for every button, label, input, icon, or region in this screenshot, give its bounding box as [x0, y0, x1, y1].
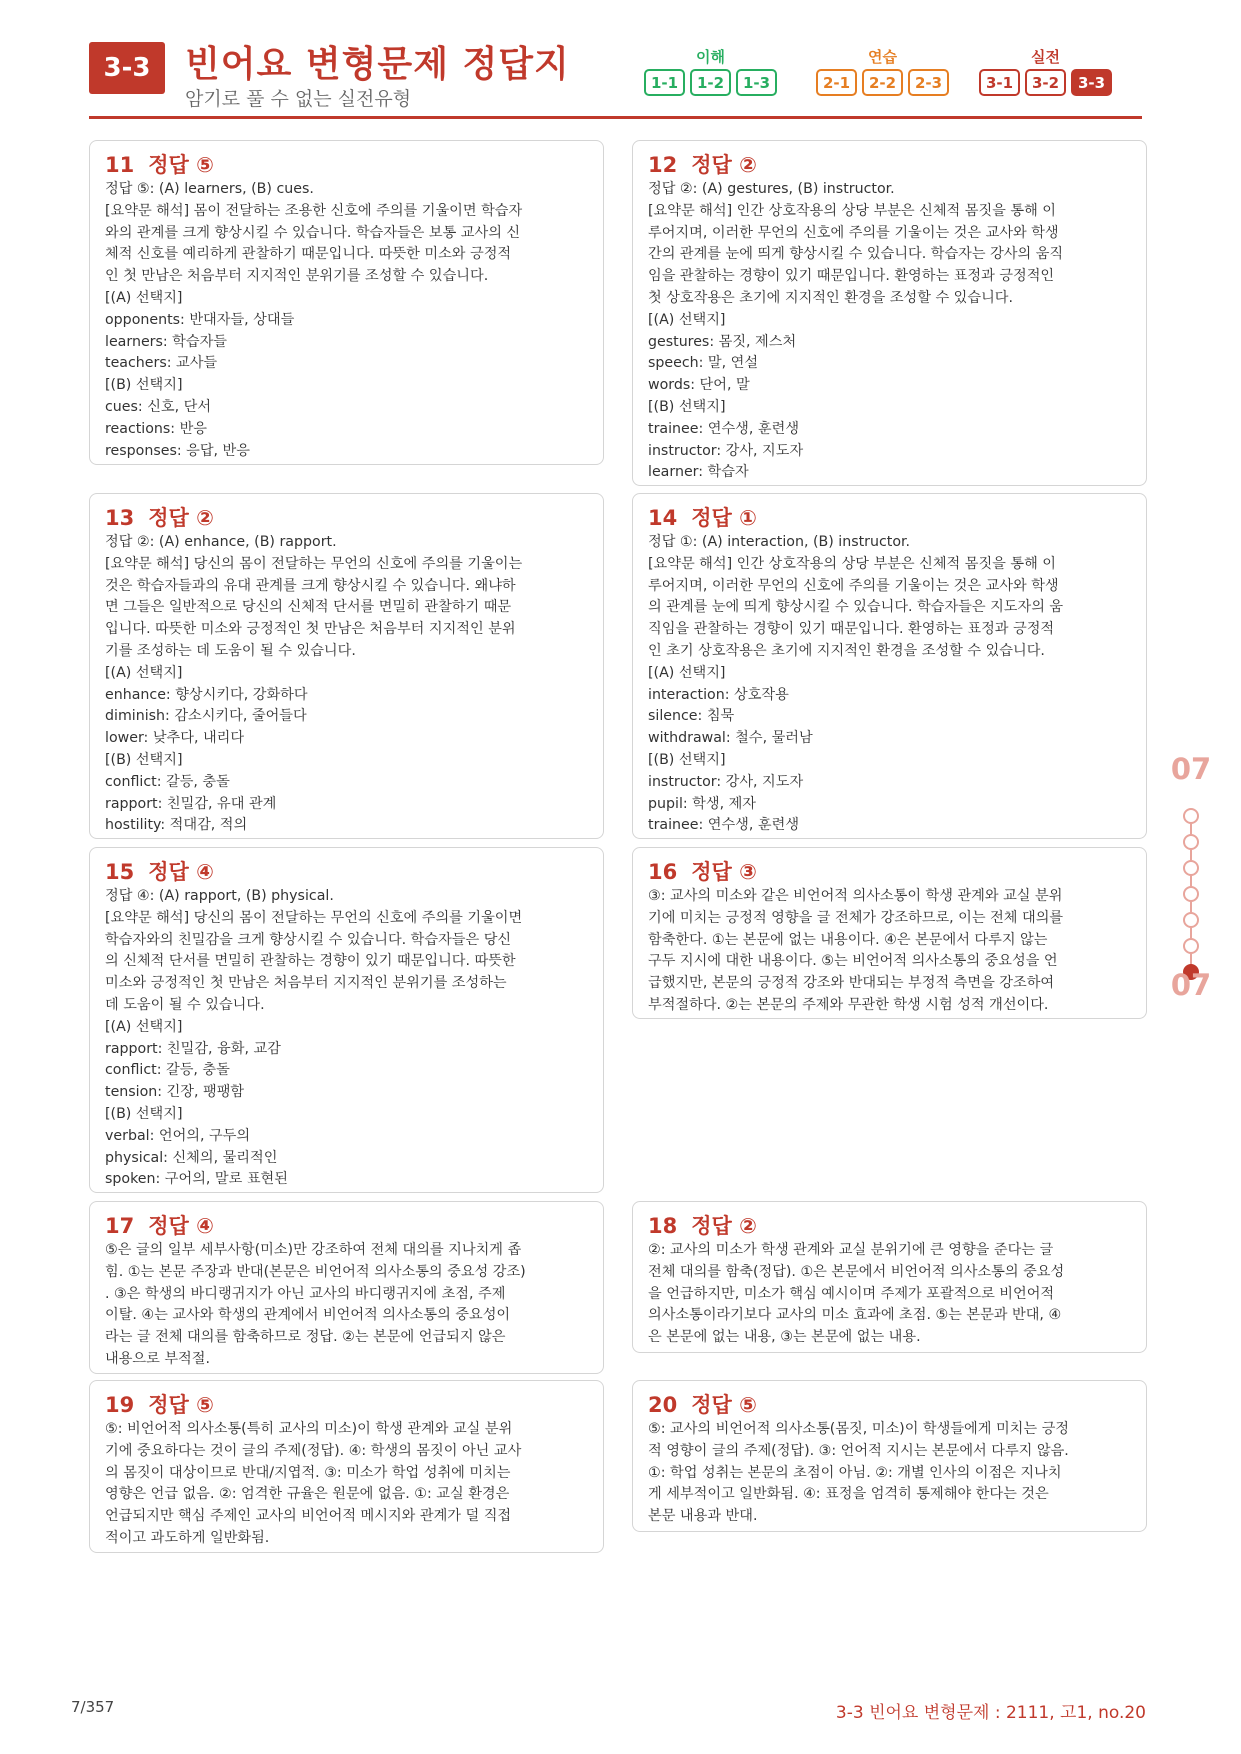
card-body — [105, 532, 588, 837]
card-text-line: ⑤: 비언어적 의사소통(특히 교사의 미소)이 학생 관계와 교실 분위 — [105, 1421, 513, 1437]
question-number: 18 — [648, 1214, 678, 1238]
card-text-line: physical: 신체의, 물리적인 — [105, 1149, 278, 1166]
card-text-line: trainee: 연수생, 훈련생 — [648, 420, 800, 437]
card-text-line: ⑤: 교사의 비언어적 의사소통(몸짓, 미소)이 학생들에게 미치는 긍정 — [648, 1421, 1069, 1437]
level-chip-3-2[interactable]: 3-2 — [1025, 69, 1066, 96]
chapter-dot — [1183, 886, 1199, 902]
card-text-line: ②: 교사의 미소가 학생 관계와 교실 분위기에 큰 영향을 준다는 글 — [648, 1242, 1054, 1258]
level-group-real — [979, 46, 1112, 96]
card-text-line: 와의 관계를 크게 향상시킬 수 있습니다. 학습자들은 보통 교사의 신 — [105, 224, 521, 241]
card-text-line: 영향은 언급 없음. ②: 엄격한 규율은 원문에 없음. ①: 교실 환경은 — [105, 1486, 510, 1503]
card-text-line: 의사소통이라기보다 교사의 미소 효과에 초점. ⑤는 본문과 반대, ④ — [648, 1307, 1062, 1324]
card-text-line: ①: 학업 성취는 본문의 초점이 아님. ②: 개별 인사의 이점은 지나치 — [648, 1464, 1062, 1481]
card-text-line: learner: 학습자 — [648, 464, 749, 481]
card-text-line: verbal: 언어의, 구두의 — [105, 1127, 251, 1144]
card-body — [648, 532, 1131, 837]
card-text-line: [요약문 해석] 당신의 몸이 전달하는 무언의 신호에 주의를 기울이면 — [105, 909, 523, 926]
level-group-practice — [816, 46, 949, 96]
question-number: 19 — [105, 1393, 135, 1417]
card-heading — [105, 858, 588, 886]
card-heading — [648, 858, 1131, 886]
card-text-line: 힘. ①는 본문 주장과 반대(본문은 비언어적 의사소통의 중요성 강조) — [105, 1263, 526, 1280]
level-label: 이해 — [696, 48, 725, 66]
card-text-line: 라는 글 전체 대의를 함축하므로 정답. ②는 본문에 언급되지 않은 — [105, 1329, 506, 1346]
level-chip-1-1[interactable]: 1-1 — [644, 69, 685, 96]
question-number: 17 — [105, 1214, 135, 1238]
question-number: 14 — [648, 506, 678, 530]
chapter-dot — [1183, 808, 1199, 824]
level-label: 실전 — [1031, 48, 1060, 66]
card-text-line: 미소와 긍정적인 첫 만남은 처음부터 지지적인 분위기를 조성하는 — [105, 975, 507, 992]
question-number: 15 — [105, 860, 135, 884]
card-text-line: 데 도움이 될 수 있습니다. — [105, 996, 265, 1013]
card-text-line: 체적 신호를 예리하게 관찰하기 때문입니다. 따뜻한 미소와 긍정적 — [105, 246, 512, 263]
answer-label: 정답 ⑤ — [691, 1393, 757, 1417]
chapter-dot — [1183, 912, 1199, 928]
card-text-line: rapport: 친밀감, 융화, 교감 — [105, 1040, 281, 1057]
card-text-line: reactions: 반응 — [105, 420, 208, 437]
card-text-line: 것은 학습자들과의 유대 관계를 크게 향상시킬 수 있습니다. 왜냐하 — [105, 577, 516, 594]
card-text-line: 함축한다. ①는 본문에 없는 내용이다. ④은 본문에서 다루지 않는 — [648, 931, 1048, 948]
card-heading — [105, 1212, 588, 1240]
question-number: 16 — [648, 860, 678, 884]
card-text-line: [요약문 해석] 인간 상호작용의 상당 부분은 신체적 몸짓을 통해 이 — [648, 555, 1056, 572]
answer-card-13 — [89, 493, 604, 839]
level-group-understand — [644, 46, 777, 96]
chapter-number-top: 07 — [1170, 752, 1212, 786]
card-text-line: [(A) 선택지] — [648, 311, 726, 328]
card-body — [648, 1419, 1131, 1528]
card-heading — [648, 1212, 1131, 1240]
card-text-line: diminish: 감소시키다, 줄어들다 — [105, 708, 307, 725]
answer-card-11 — [89, 140, 604, 465]
card-text-line: [(A) 선택지] — [105, 289, 183, 306]
card-text-line: 의 몸짓이 대상이므로 반대/지엽적. ③: 미소가 학업 성취에 미치는 — [105, 1464, 511, 1481]
header-divider — [89, 116, 1142, 119]
page-subtitle: 암기로 풀 수 없는 실전유형 — [185, 88, 412, 110]
card-text-line: 첫 상호작용은 초기에 지지적인 환경을 조성할 수 있습니다. — [648, 289, 1014, 306]
answer-label: 정답 ② — [691, 1214, 757, 1238]
chapter-number-bottom: 07 — [1170, 968, 1212, 1002]
card-text-line: 기를 조성하는 데 도움이 될 수 있습니다. — [105, 642, 356, 659]
card-text-line: enhance: 향상시키다, 강화하다 — [105, 686, 308, 703]
card-text-line: silence: 침묵 — [648, 708, 735, 725]
card-text-line: . ③은 학생의 바디랭귀지가 아닌 교사의 바디랭귀지에 초점, 주제 — [105, 1285, 506, 1302]
card-heading — [648, 504, 1131, 532]
page-title: 빈어요 변형문제 정답지 — [185, 44, 570, 85]
answer-card-14 — [632, 493, 1147, 839]
card-text-line: learners: 학습자들 — [105, 333, 228, 350]
level-chip-2-3[interactable]: 2-3 — [908, 69, 949, 96]
answer-card-18 — [632, 1201, 1147, 1353]
card-text-line: 급했지만, 본문의 긍정적 강조와 반대되는 부정적 측면을 강조하여 — [648, 975, 1055, 992]
card-text-line: cues: 신호, 단서 — [105, 398, 212, 415]
chapter-dot — [1183, 834, 1199, 850]
card-heading — [648, 1391, 1131, 1419]
page-header — [89, 38, 1142, 120]
card-text-line: 적 영향이 글의 주제(정답). ③: 언어적 지시는 본문에서 다루지 않음. — [648, 1442, 1069, 1459]
card-text-line: 학습자와의 친밀감을 크게 향상시킬 수 있습니다. 학습자들은 당신 — [105, 931, 512, 948]
card-text-line: 내용으로 부적절. — [105, 1350, 210, 1367]
card-text-line: 의 신체적 단서를 면밀히 관찰하는 경향이 있기 때문입니다. 따뜻한 — [105, 953, 516, 970]
card-text-line: 정답 ②: (A) enhance, (B) rapport. — [105, 534, 337, 550]
card-text-line: conflict: 갈등, 충돌 — [105, 1062, 230, 1079]
card-text-line: [(A) 선택지] — [648, 664, 726, 681]
card-text-line: ③: 교사의 미소와 같은 비언어적 의사소통이 학생 관계와 교실 분위 — [648, 888, 1063, 904]
card-text-line: 인 초기 상호작용은 초기에 지지적인 환경을 조성할 수 있습니다. — [648, 642, 1045, 659]
card-text-line: [(B) 선택지] — [648, 398, 726, 415]
card-text-line: lower: 낮추다, 내리다 — [105, 730, 245, 747]
question-number: 20 — [648, 1393, 678, 1417]
card-body — [105, 886, 588, 1191]
card-text-line: 기에 미치는 긍정적 영향을 글 전체가 강조하므로, 이는 전체 대의를 — [648, 909, 1064, 926]
card-text-line: ⑤은 글의 일부 세부사항(미소)만 강조하여 전체 대의를 지나치게 좁 — [105, 1242, 522, 1258]
level-chip-3-3[interactable]: 3-3 — [1071, 69, 1112, 96]
card-text-line: 임을 관찰하는 경향이 있기 때문입니다. 환영하는 표정과 긍정적인 — [648, 268, 1055, 285]
card-heading — [105, 1391, 588, 1419]
card-text-line: 을 언급하지만, 미소가 핵심 예시이며 주제가 포괄적으로 비언어적 — [648, 1285, 1055, 1302]
question-number: 12 — [648, 153, 678, 177]
card-text-line: interaction: 상호작용 — [648, 686, 789, 703]
card-text-line: responses: 응답, 반응 — [105, 442, 250, 459]
card-text-line: trainee: 연수생, 훈련생 — [648, 817, 800, 834]
answer-card-17 — [89, 1201, 604, 1374]
card-text-line: 이탈. ④는 교사와 학생의 관계에서 비언어적 의사소통의 중요성이 — [105, 1307, 511, 1324]
level-chip-3-1[interactable]: 3-1 — [979, 69, 1020, 96]
card-body — [105, 1419, 588, 1550]
card-text-line: [(B) 선택지] — [105, 751, 183, 768]
card-body — [648, 886, 1131, 1017]
card-text-line: 게 세부적이고 일반화됨. ④: 표정을 엄격히 통제해야 한다는 것은 — [648, 1486, 1049, 1503]
card-text-line: 적이고 과도하게 일반화됨. — [105, 1529, 270, 1546]
card-text-line: [(B) 선택지] — [105, 1105, 183, 1122]
answer-card-20 — [632, 1380, 1147, 1532]
card-text-line: 기에 중요하다는 것이 글의 주제(정답). ④: 학생의 몸짓이 아닌 교사 — [105, 1442, 522, 1459]
answer-label: 정답 ③ — [691, 860, 757, 884]
answer-card-12 — [632, 140, 1147, 486]
card-heading — [648, 151, 1131, 179]
section-badge: 3-3 — [89, 42, 165, 94]
card-text-line: 정답 ①: (A) interaction, (B) instructor. — [648, 534, 911, 550]
answer-label: 정답 ⑤ — [148, 1393, 214, 1417]
card-text-line: tension: 긴장, 팽팽함 — [105, 1084, 245, 1101]
card-text-line: 루어지며, 이러한 무언의 신호에 주의를 기울이는 것은 교사와 학생 — [648, 224, 1059, 241]
card-body — [105, 179, 588, 462]
question-number: 11 — [105, 153, 135, 177]
answer-label: 정답 ② — [691, 153, 757, 177]
level-chip-1-3[interactable]: 1-3 — [736, 69, 777, 96]
answer-label: 정답 ④ — [148, 1214, 214, 1238]
card-text-line: 정답 ②: (A) gestures, (B) instructor. — [648, 181, 895, 197]
chapter-dot — [1183, 938, 1199, 954]
card-text-line: 입니다. 따뜻한 미소와 긍정적인 첫 만남은 처음부터 지지적인 분위 — [105, 621, 516, 638]
card-text-line: gestures: 몸짓, 제스처 — [648, 333, 797, 350]
card-text-line: speech: 말, 연설 — [648, 355, 759, 372]
question-number: 13 — [105, 506, 135, 530]
card-text-line: instructor: 강사, 지도자 — [648, 773, 804, 790]
card-body — [648, 1240, 1131, 1349]
card-heading — [105, 151, 588, 179]
card-text-line: 인 첫 만남은 처음부터 지지적인 분위기를 조성할 수 있습니다. — [105, 268, 489, 285]
level-chip-2-1[interactable]: 2-1 — [816, 69, 857, 96]
card-text-line: words: 단어, 말 — [648, 377, 750, 394]
card-text-line: 부적절하다. ②는 본문의 주제와 무관한 학생 시험 성적 개선이다. — [648, 996, 1049, 1013]
card-text-line: 면 그들은 일반적으로 당신의 신체적 단서를 면밀히 관찰하기 때문 — [105, 599, 512, 616]
card-text-line: 언급되지만 핵심 주제인 교사의 비언어적 메시지와 관계가 덜 직접 — [105, 1508, 512, 1525]
level-chip-2-2[interactable]: 2-2 — [862, 69, 903, 96]
card-text-line: pupil: 학생, 제자 — [648, 795, 757, 812]
card-text-line: spoken: 구어의, 말로 표현된 — [105, 1171, 288, 1188]
card-text-line: opponents: 반대자들, 상대들 — [105, 311, 295, 328]
card-text-line: 직임을 관찰하는 경향이 있기 때문입니다. 환영하는 표정과 긍정적 — [648, 621, 1055, 638]
card-text-line: [요약문 해석] 인간 상호작용의 상당 부분은 신체적 몸짓을 통해 이 — [648, 202, 1056, 219]
level-chip-1-2[interactable]: 1-2 — [690, 69, 731, 96]
card-text-line: 루어지며, 이러한 무언의 신호에 주의를 기울이는 것은 교사와 학생 — [648, 577, 1059, 594]
card-text-line: withdrawal: 철수, 물러남 — [648, 730, 813, 747]
card-text-line: rapport: 친밀감, 유대 관계 — [105, 795, 277, 812]
card-text-line: 정답 ④: (A) rapport, (B) physical. — [105, 888, 334, 904]
card-text-line: 의 관계를 눈에 띄게 향상시킬 수 있습니다. 학습자들은 지도자의 움 — [648, 599, 1064, 616]
answer-card-16 — [632, 847, 1147, 1019]
card-text-line: 간의 관계를 눈에 띄게 향상시킬 수 있습니다. 학습자는 강사의 움직 — [648, 246, 1064, 263]
card-text-line: 은 본문에 없는 내용, ③는 본문에 없는 내용. — [648, 1329, 921, 1346]
card-text-line: 전체 대의를 함축(정답). ①은 본문에서 비언어적 의사소통의 중요성 — [648, 1263, 1065, 1280]
card-text-line: [(B) 선택지] — [648, 751, 726, 768]
card-text-line: [(A) 선택지] — [105, 1018, 183, 1035]
card-text-line: instructor: 강사, 지도자 — [648, 442, 804, 459]
card-text-line: [(B) 선택지] — [105, 377, 183, 394]
card-heading — [105, 504, 588, 532]
card-text-line: [요약문 해석] 몸이 전달하는 조용한 신호에 주의를 기울이면 학습자 — [105, 202, 523, 219]
answer-label: 정답 ⑤ — [148, 153, 214, 177]
card-text-line: conflict: 갈등, 충돌 — [105, 773, 230, 790]
chapter-dot — [1183, 860, 1199, 876]
card-text-line: 구두 지시에 대한 내용이다. ⑤는 비언어적 의사소통의 중요성을 언 — [648, 953, 1058, 970]
card-text-line: [요약문 해석] 당신의 몸이 전달하는 무언의 신호에 주의를 기울이는 — [105, 555, 523, 572]
answer-card-19 — [89, 1380, 604, 1553]
answer-label: 정답 ④ — [148, 860, 214, 884]
card-text-line: 본문 내용과 반대. — [648, 1508, 758, 1525]
card-text-line: hostility: 적대감, 적의 — [105, 817, 248, 834]
page-number: 7/357 — [71, 1698, 115, 1716]
answer-label: 정답 ② — [148, 506, 214, 530]
answer-label: 정답 ① — [691, 506, 757, 530]
level-label: 연습 — [868, 48, 897, 66]
card-text-line: 정답 ⑤: (A) learners, (B) cues. — [105, 181, 314, 197]
card-text-line: teachers: 교사들 — [105, 355, 218, 372]
card-body — [648, 179, 1131, 484]
answer-card-15 — [89, 847, 604, 1193]
card-body — [105, 1240, 588, 1371]
footer-reference: 3-3 빈어요 변형문제 : 2111, 고1, no.20 — [835, 1703, 1146, 1723]
card-text-line: [(A) 선택지] — [105, 664, 183, 681]
